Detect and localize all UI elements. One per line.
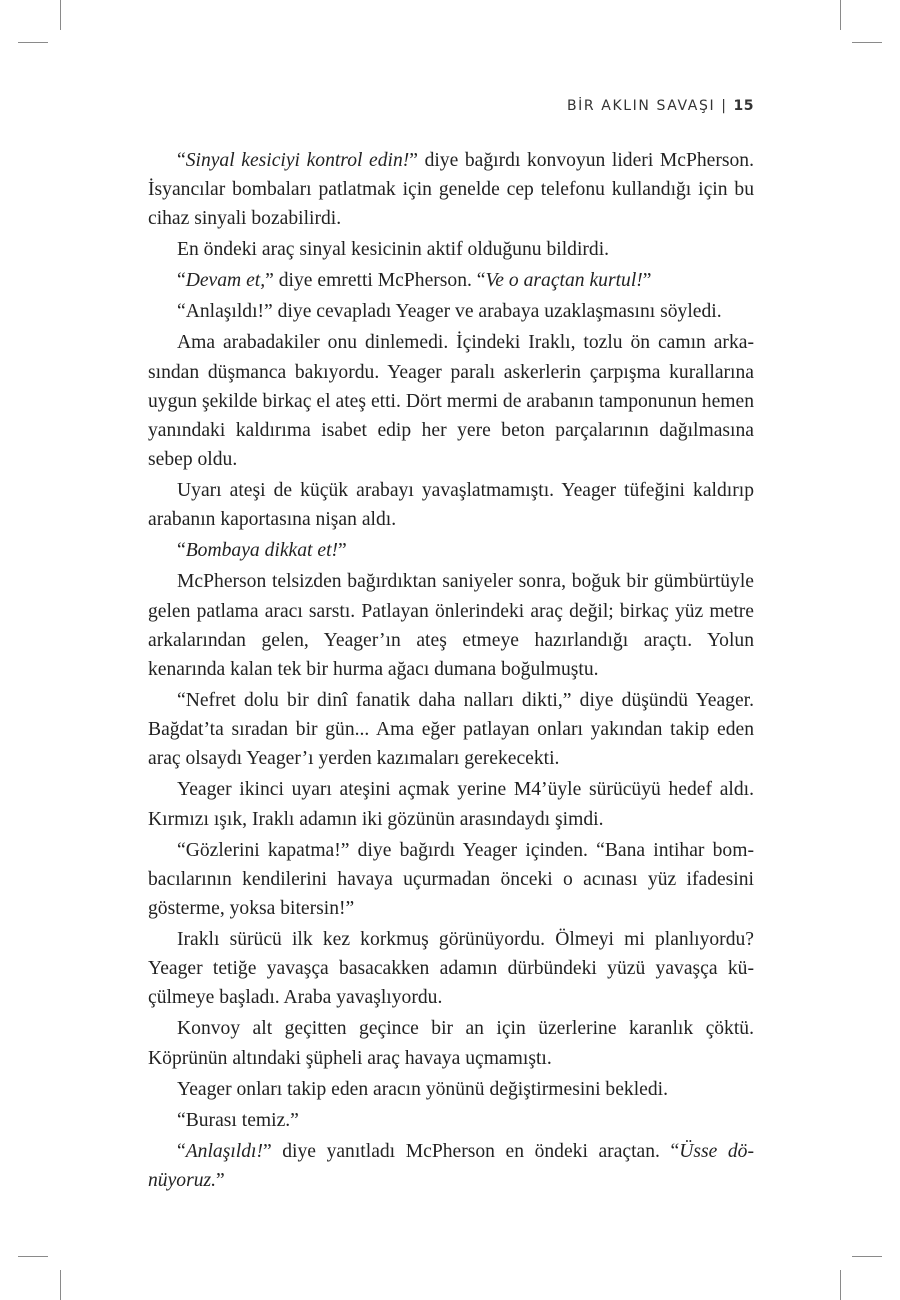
page-number: 15	[733, 98, 754, 114]
crop-mark-bottom-left-horizontal	[18, 1256, 48, 1257]
crop-mark-top-right-vertical	[840, 0, 841, 30]
crop-mark-top-left-vertical	[60, 0, 61, 30]
crop-mark-bottom-left-vertical	[60, 1270, 61, 1300]
italic-speech: Sinyal kesiciyi kontrol edin!	[185, 150, 410, 171]
paragraph-15	[148, 1106, 754, 1135]
paragraph-text: “	[177, 540, 186, 562]
body-text	[148, 146, 754, 1197]
paragraph-text: Yeager onları takip eden aracın yönünü değiştirmesini bekledi.	[177, 1078, 668, 1100]
paragraph-text: ”	[642, 270, 652, 292]
paragraph-text: ”	[338, 540, 347, 562]
paragraph-text: ” diye yanıtladı McPherson en öndeki araçtan. “	[263, 1140, 680, 1162]
paragraph-3	[148, 266, 754, 295]
paragraph-9	[148, 686, 754, 774]
running-head	[567, 98, 754, 114]
paragraph-text: ”	[216, 1169, 225, 1191]
paragraph-8	[148, 567, 754, 684]
italic-speech: Bombaya dikkat et!	[185, 540, 339, 562]
paragraph-12	[148, 925, 754, 1013]
italic-speech: Devam et,	[185, 270, 266, 292]
paragraph-text: “Burası temiz.”	[177, 1109, 299, 1131]
paragraph-7	[148, 536, 754, 565]
paragraph-4	[148, 297, 754, 326]
paragraph-text: Uyarı ateşi de küçük arabayı yavaşlatmamıştı. Yeager tüfeğini kaldırıp arabanın kaportasına nişan aldı.	[148, 480, 754, 531]
italic-speech: Anlaşıldı!	[185, 1140, 263, 1162]
paragraph-10	[148, 775, 754, 833]
paragraph-text: “Nefret dolu bir dinî fanatik daha nalları dikti,” diye düşündü Yeager. Bağdat’ta sıradan bir gün... Ama eğer patlayan onları yakından takip eden araç olsaydı Yeager’ı yerden kazımaları gerekecekti.	[148, 690, 754, 770]
paragraph-text: “	[177, 150, 186, 171]
paragraph-text: Ama arabadakiler onu dinlemedi. İçindeki Iraklı, tozlu ön camın arkasından düşmanca bakıyordu. Yeager paralı askerlerin çarpışma kurallarına uygun şekilde birkaç el ateş etti. Dört mermi de arabanın tamponunun hemen yanındaki kaldırıma isabet edip her yere beton parçalarının dağılmasına sebep oldu.	[148, 332, 754, 471]
paragraph-6	[148, 476, 754, 534]
paragraph-text: Iraklı sürücü ilk kez korkmuş görünüyordu. Ölmeyi mi planlıyordu? Yeager tetiğe yavaşça basacakken adamın dürbündeki yüzü yavaşça küçülmeye başladı. Araba yavaşlıyordu.	[148, 929, 754, 1009]
paragraph-14	[148, 1075, 754, 1104]
italic-speech: Üsse dönüyoruz.	[148, 1140, 754, 1191]
crop-mark-bottom-right-vertical	[840, 1270, 841, 1300]
paragraph-text: ” diye bağırdı konvoyun lideri McPherson. İsyancılar bombaları patlatmak için genelde cep telefonu kullandığı için bu cihaz sinyali bozabilirdi.	[148, 150, 754, 230]
paragraph-text: En öndeki araç sinyal kesicinin aktif olduğunu bildirdi.	[177, 239, 610, 261]
paragraph-text: McPherson telsizden bağırdıktan saniyeler sonra, boğuk bir gümbürtüyle gelen patlama aracı sarstı. Patlayan önlerindeki araç değil; birkaç yüz metre arkalarından gelen, Yeager’ın ateş etmeye hazırlandığı araçtı. Yolun kenarında kalan tek bir hurma ağacı dumana boğulmuştu.	[148, 571, 754, 681]
paragraph-text: Konvoy alt geçitten geçince bir an için üzerlerine karanlık çöktü. Köprünün altındaki şüpheli araç havaya uçmamıştı.	[148, 1018, 754, 1069]
italic-speech: Ve o araçtan kurtul!	[485, 270, 643, 292]
paragraph-text: Yeager ikinci uyarı ateşini açmak yerine M4’üyle sürücüyü hedef aldı. Kırmızı ışık, Iraklı adamın iki gözünün arasındaydı şimdi.	[148, 779, 754, 830]
crop-mark-top-left-horizontal	[18, 42, 48, 43]
paragraph-text: “Gözlerini kapatma!” diye bağırdı Yeager içinden. “Bana intihar bombacılarının kendilerini havaya uçurmadan önceki o acınası yüz ifadesini gösterme, yoksa bitersin!”	[148, 839, 754, 920]
running-head-separator: |	[721, 98, 728, 114]
paragraph-2	[148, 235, 754, 264]
paragraph-11	[148, 836, 754, 924]
paragraph-13	[148, 1014, 754, 1072]
crop-mark-top-right-horizontal	[852, 42, 882, 43]
paragraph-text: ” diye emretti McPherson. “	[265, 270, 486, 292]
paragraph-5	[148, 328, 754, 474]
paragraph-16	[148, 1137, 754, 1195]
paragraph-text: “	[177, 270, 186, 292]
crop-mark-bottom-right-horizontal	[852, 1256, 882, 1257]
paragraph-text: “	[177, 1140, 186, 1162]
paragraph-1	[148, 146, 754, 234]
paragraph-text: “Anlaşıldı!” diye cevapladı Yeager ve arabaya uzaklaşmasını söyledi.	[177, 301, 722, 323]
running-title: BİR AKLIN SAVAŞI	[566, 98, 716, 114]
